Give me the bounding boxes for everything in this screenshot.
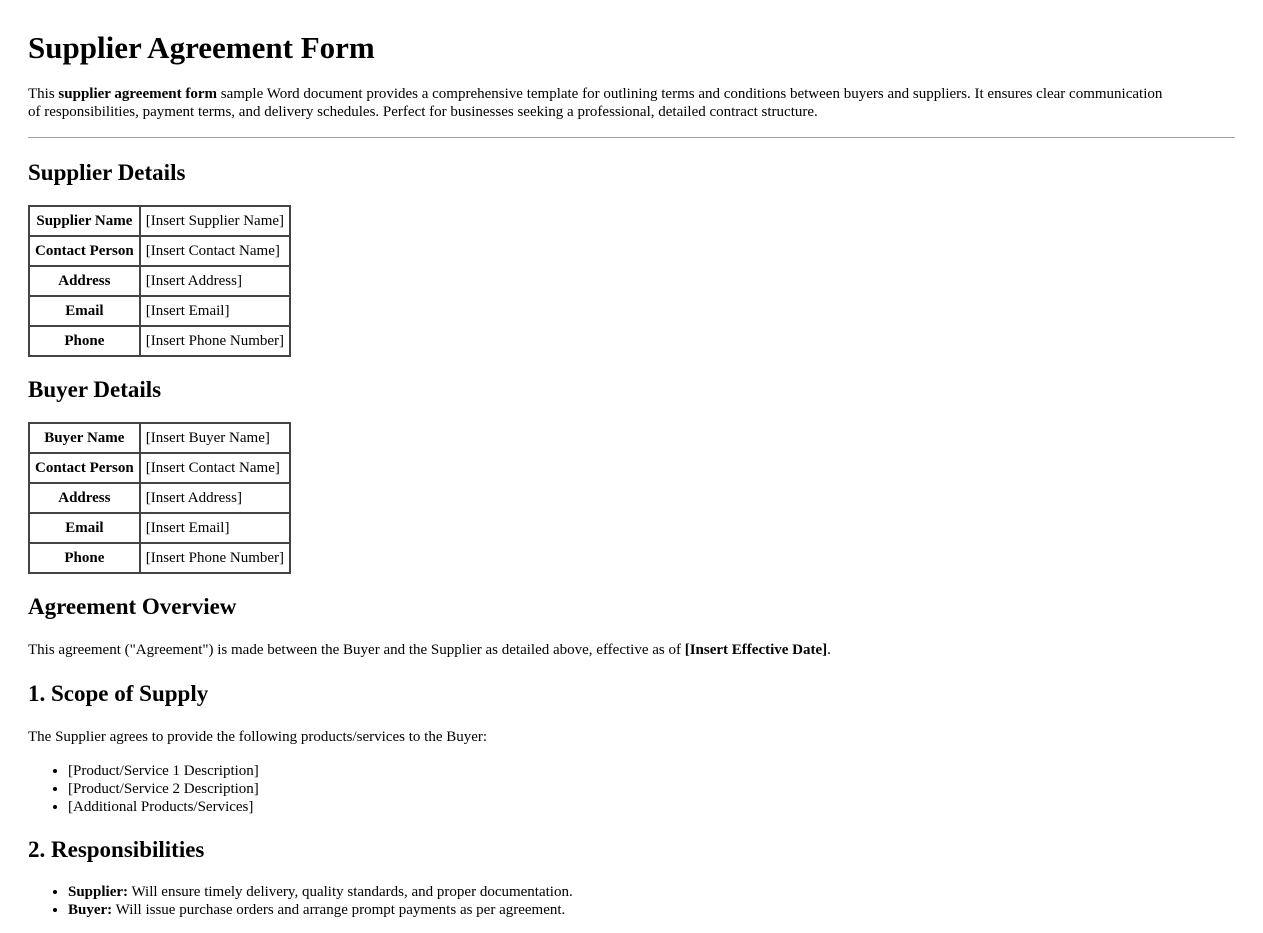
table-row — [29, 296, 290, 326]
row-label: Phone — [29, 543, 140, 573]
scope-heading: 1. Scope of Supply — [28, 681, 209, 706]
table-row — [29, 326, 290, 356]
table-row — [29, 513, 290, 543]
intro-prefix: This — [28, 86, 59, 102]
table-row — [29, 236, 290, 266]
buyer-details-heading: Buyer Details — [28, 377, 162, 402]
row-value: [Insert Email] — [140, 296, 290, 326]
intro-paragraph — [28, 85, 1178, 121]
row-value: [Insert Phone Number] — [140, 326, 290, 356]
supplier-details-table — [28, 205, 291, 357]
agreement-overview-heading: Agreement Overview — [28, 594, 237, 619]
list-item: • [Product/Service 2 Description] — [68, 780, 1235, 798]
buyer-label: Buyer: — [68, 902, 113, 918]
table-row — [29, 266, 290, 296]
buyer-details-table — [28, 422, 291, 574]
scope-list — [28, 762, 1235, 816]
row-label: Contact Person — [29, 236, 140, 266]
table-row — [29, 423, 290, 453]
overview-text: This agreement ("Agreement") is made between the Buyer and the Supplier as detailed above, effective as of — [28, 642, 685, 658]
row-label: Address — [29, 483, 140, 513]
supplier-details-heading: Supplier Details — [28, 160, 186, 185]
table-row — [29, 206, 290, 236]
list-item — [68, 901, 1235, 919]
page-title: Supplier Agreement Form — [28, 30, 375, 65]
effective-date-placeholder: [Insert Effective Date] — [684, 642, 828, 658]
overview-period: . — [827, 642, 831, 658]
row-label: Email — [29, 513, 140, 543]
list-item — [68, 883, 1235, 901]
row-value: [Insert Email] — [140, 513, 290, 543]
row-label: Contact Person — [29, 453, 140, 483]
intro-bold: supplier agreement form — [58, 86, 218, 102]
row-label: Buyer Name — [29, 423, 140, 453]
responsibilities-heading: 2. Responsibilities — [28, 837, 205, 862]
row-label: Phone — [29, 326, 140, 356]
table-row — [29, 483, 290, 513]
scope-text: The Supplier agrees to provide the following products/services to the Buyer: — [28, 729, 488, 745]
row-value: [Insert Address] — [140, 266, 290, 296]
agreement-overview-text — [28, 641, 1235, 659]
intro-suffix: sample Word document provides a comprehensive template for outlining terms and conditions between buyers and suppliers. It ensures clear communication of responsibilities, payment terms, and delivery schedules. Perfect for businesses seeking a professional, detailed contract structure. — [28, 86, 1163, 120]
list-item: • [Product/Service 1 Description] — [68, 762, 1235, 780]
row-value: [Insert Contact Name] — [140, 453, 290, 483]
supplier-label: Supplier: — [68, 884, 129, 900]
row-label: Address — [29, 266, 140, 296]
row-label: Email — [29, 296, 140, 326]
row-value: [Insert Phone Number] — [140, 543, 290, 573]
supplier-responsibility: Will ensure timely delivery, quality standards, and proper documentation. — [128, 884, 573, 900]
row-value: [Insert Buyer Name] — [140, 423, 290, 453]
row-value: [Insert Address] — [140, 483, 290, 513]
table-row — [29, 453, 290, 483]
list-item: • [Additional Products/Services] — [68, 798, 1235, 816]
responsibilities-list — [28, 883, 1235, 919]
row-value: [Insert Contact Name] — [140, 236, 290, 266]
divider — [28, 137, 1235, 138]
row-label: Supplier Name — [29, 206, 140, 236]
row-value: [Insert Supplier Name] — [140, 206, 290, 236]
table-row — [29, 543, 290, 573]
buyer-responsibility: Will issue purchase orders and arrange prompt payments as per agreement. — [112, 902, 566, 918]
